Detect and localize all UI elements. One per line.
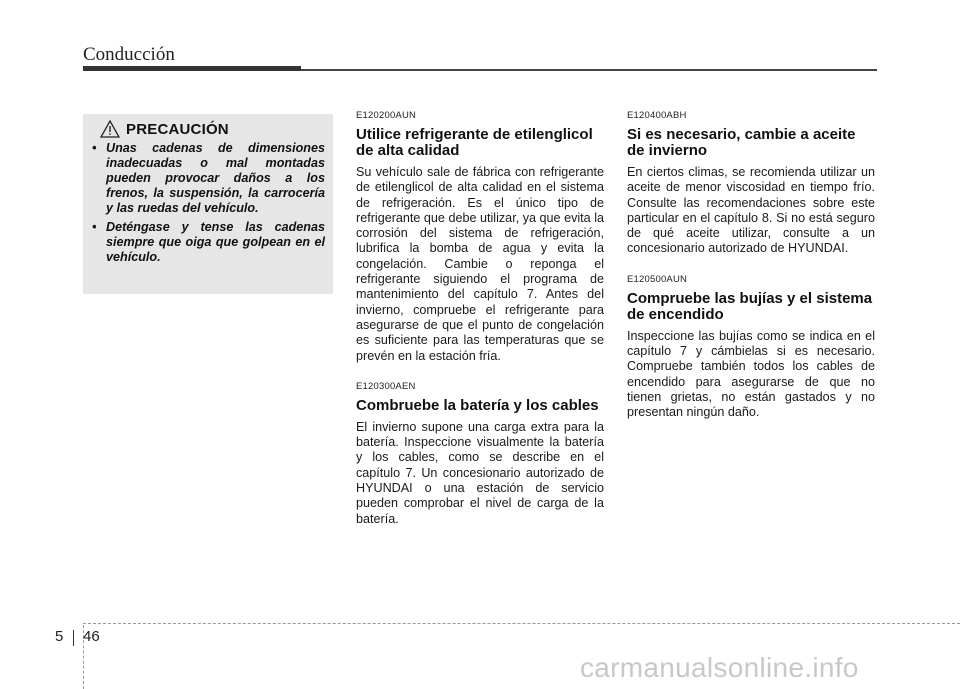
section-body: Su vehículo sale de fábrica con refrigerante de etilenglicol de alta calidad en el sistema de refrigeración. Es el único tipo de refrigerante que debe utilizar, ya que evita la corrosión del sistema de refrigeración, lubrifica la bomba de agua y evita la congelación. Cambie o reponga el refrigerante siguiendo el programa de mantenimiento del capítulo 7. Antes del invierno, compruebe el refrigerante para asegurarse de que el punto de congelación es suficiente para las temperaturas que se prevén en la estación fría. bbox=[356, 165, 604, 363]
footer-line bbox=[83, 623, 960, 624]
warning-item: • Unas cadenas de dimensiones inadecuadas o mal montadas pueden provocar daños a los frenos, la suspensión, la carrocería y las ruedas del vehículo. bbox=[92, 141, 325, 215]
section-heading: Utilice refrigerante de etilenglicol de alta calidad bbox=[356, 126, 593, 159]
warning-list bbox=[92, 141, 325, 265]
section-heading: Combruebe la batería y los cables bbox=[356, 396, 599, 414]
section-heading: Compruebe las bujías y el sistema de encendido bbox=[627, 289, 873, 323]
section-body: El invierno supone una carga extra para la batería. Inspeccione visualmente la batería y los cables, como se describe en el capítulo 7. Un concesionario autorizado de HYUNDAI o una estación de servicio pueden comprobar el nivel de carga de la batería. bbox=[356, 419, 604, 526]
right-column bbox=[627, 110, 875, 438]
warning-title: PRECAUCIÓN bbox=[126, 120, 229, 138]
warning-item: • Deténgase y tense las cadenas siempre que oiga que golpean en el vehículo. bbox=[92, 220, 325, 264]
warning-head bbox=[100, 120, 325, 138]
page-number: 46 bbox=[83, 628, 100, 645]
watermark: carmanualsonline.info bbox=[580, 652, 859, 683]
section-code: E120300AEN bbox=[356, 380, 416, 392]
header-bar-thick bbox=[83, 66, 301, 71]
section-code: E120400ABH bbox=[627, 110, 687, 121]
warning-item-text: Deténgase y tense las cadenas siempre que oiga que golpean en el vehículo. bbox=[106, 220, 325, 264]
header-bar-thin bbox=[301, 69, 877, 71]
section-code: E120500AUN bbox=[627, 273, 688, 285]
header-title: Conducción bbox=[83, 44, 175, 65]
warning-item-text: Unas cadenas de dimensiones inadecuadas o mal montadas pueden provocar daños a los frenos, la suspensión, la carrocería y las ruedas del vehículo. bbox=[106, 141, 325, 215]
warning-triangle-icon bbox=[100, 120, 120, 138]
section-heading: Si es necesario, cambie a aceite de invierno bbox=[627, 126, 856, 159]
page-number-separator bbox=[73, 630, 74, 646]
page-section-number: 5 bbox=[55, 628, 64, 645]
section-body: En ciertos climas, se recomienda utilizar un aceite de menor viscosidad en tiempo frío. Consulte las recomendaciones sobre este particular en el capítulo 8. Si no está seguro de qué aceite utilizar, consulte a un concesionario autorizado de HYUNDAI. bbox=[627, 165, 875, 256]
section-body: Inspeccione las bujías como se indica en el capítulo 7 y cámbielas si es necesario. Compruebe también todos los cables de encendido para asegurarse de que no tienen grietas, no están gastados y no presentan ningún daño. bbox=[627, 328, 875, 420]
middle-column bbox=[356, 110, 604, 544]
warning-box bbox=[83, 114, 333, 294]
section-code: E120200AUN bbox=[356, 110, 417, 121]
